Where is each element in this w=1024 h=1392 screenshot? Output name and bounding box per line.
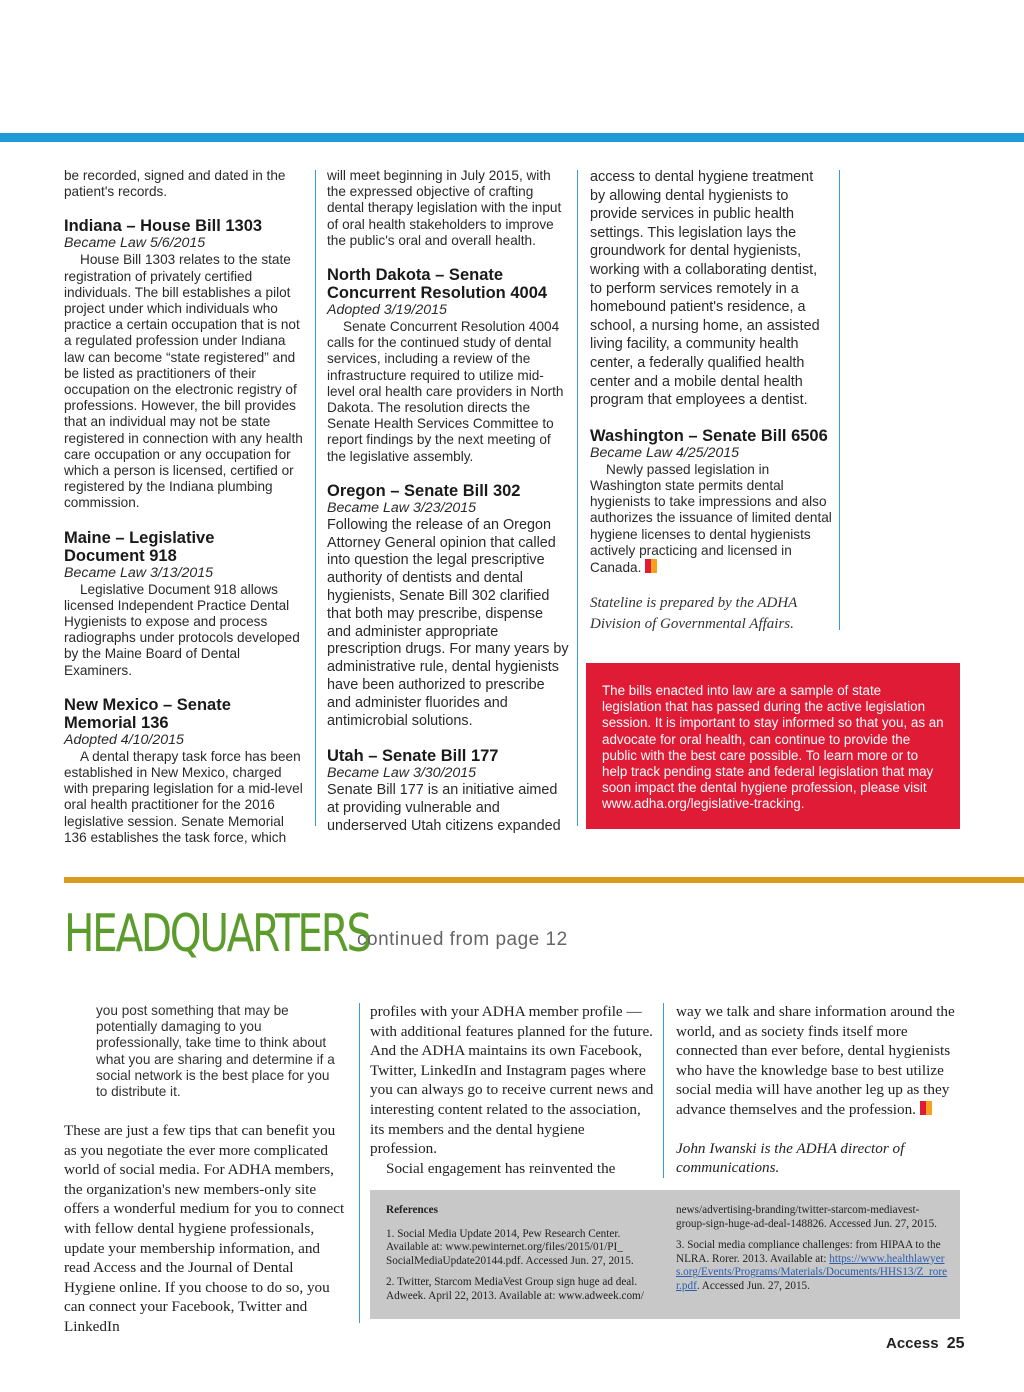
reference-2-continued: news/advertising-branding/twitter-starcom-mediavest-group-sign-huge-ad-deal-148826. Accessed Jun. 27, 2015.	[676, 1204, 937, 1230]
newmexico-heading: New Mexico – Senate Memorial 136	[64, 695, 231, 732]
oregon-body: Following the release of an Oregon Attorney General opinion that called into question the legal prescriptive authority of dentists and dental hygienists, Senate Bill 302 clarified that both may prescribe, dispense and administer appropriate prescription drugs. For many years by administrative rule, dental hygienists have been authorized to prescribe and administer fluorides and antimicrobial solutions.	[327, 516, 569, 729]
column-divider	[315, 170, 316, 826]
column-divider	[359, 1003, 360, 1323]
indiana-status: Became Law 5/6/2015	[64, 235, 206, 252]
continued-label: continued from page 12	[357, 929, 568, 950]
section-divider-bar	[64, 877, 1024, 883]
hq-column-1	[64, 1121, 348, 1337]
column-divider	[663, 1003, 664, 1178]
stateline-credit: Stateline is prepared by the ADHA Division of Governmental Affairs.	[590, 595, 798, 633]
column-divider	[839, 170, 840, 630]
northdakota-status: Adopted 3/19/2015	[327, 302, 447, 319]
end-mark-icon	[920, 1101, 932, 1115]
northdakota-heading: North Dakota – Senate Concurrent Resolution 4004	[327, 266, 548, 303]
col2-intro: will meet beginning in July 2015, with the expressed objective of crafting dental therapy legislation with the input of oral health stakeholders to improve the public's oral and overall health.	[327, 168, 562, 248]
hq-column-3	[676, 1002, 960, 1178]
hq-col2-text: profiles with your ADHA member profile — with additional features planned for the future. And the ADHA maintains its own Facebook, Twitter, LinkedIn and Instagram pages where you can always go to receive current news and interesting content related to the association, its members and the dental hygiene profession.	[370, 1003, 654, 1158]
indiana-body: House Bill 1303 relates to the state registration of privately certified individuals. The bill establishes a pilot project under which individuals who practice a certain occupation that is not a regulated profession under Indiana law can become “state registered” and be listed as practitioners of their occupation on the electronic registry of professions. However, the bill provides that an individual may not be state registered in connection with any health care occupation or any occupation for which a person is licensed, certified or registered by the Indiana plumbing commission.	[64, 252, 303, 511]
reference-3	[676, 1239, 948, 1293]
end-mark-icon	[645, 559, 657, 573]
page-number: 25	[946, 1335, 965, 1352]
hq-col1-text: These are just a few tips that can benefit you as you negotiate the ever more complicated world of social media. For ADHA members, the organization's new members-only site offers a wonderful medium for you to connect with fellow dental hygiene professionals, update your membership information, and read Access and the Journal of Dental Hygiene online. If you choose to do so, you can connect your Facebook, Twitter and LinkedIn	[64, 1122, 345, 1335]
maine-heading: Maine – Legislative Document 918	[64, 528, 215, 565]
oregon-heading: Oregon – Senate Bill 302	[327, 481, 521, 500]
column-divider	[577, 170, 578, 826]
maine-status: Became Law 3/13/2015	[64, 564, 214, 581]
publication-name: Access	[886, 1335, 939, 1352]
newmexico-status: Adopted 4/10/2015	[64, 731, 184, 748]
hq-col3-text: way we talk and share information around the world, and as society finds itself more connected than ever before, dental hygienists who have the knowledge base to best utilize social media will have another leg up as they advance themselves and the profession.	[676, 1003, 955, 1118]
maine-body: Legislative Document 918 allows licensed Independent Practice Dental Hygienists to expose and process radiographs under protocols developed by the Maine Board of Dental Examiners.	[64, 581, 300, 678]
reference-3-text: 3. Social media compliance challenges: from HIPAA to the NLRA. Rorer. 2013. Available at:	[676, 1239, 941, 1265]
indiana-heading: Indiana – House Bill 1303	[64, 217, 263, 236]
utah-heading: Utah – Senate Bill 177	[327, 747, 499, 766]
reference-3-accessed: . Accessed Jun. 27, 2015.	[696, 1279, 810, 1292]
col3-intro: access to dental hygiene treatment by allowing dental hygienists to provide services in public health settings. This legislation lays the groundwork for dental hygienists, working with a collaborating dentist, to perform services remotely in a homebound patient's residence, a school, a nursing home, an assisted living facility, a community health center, a federally qualified health center and a mobile dental health program that employees a dentist.	[590, 169, 820, 409]
washington-heading: Washington – Senate Bill 6506	[590, 426, 828, 445]
utah-body: Senate Bill 177 is an initiative aimed at providing vulnerable and underserved Utah citizens expanded	[327, 782, 561, 834]
callout-text: The bills enacted into law are a sample of state legislation that has passed during the active legislation session. It is important to stay informed so that you, as an advocate for oral health, can continue to provide the public with the best care possible. To learn more or to help track pending state and federal legislation that may soon impact the dental hygiene profession, please visit www.adha.org/legislative-tracking.	[602, 683, 944, 812]
reference-1: 1. Social Media Update 2014, Pew Research Center. Available at: www.pewinternet.org/files/2015/01/PI_ SocialMediaUpdate20144.pdf. Accessed Jun. 27, 2015.	[386, 1227, 634, 1267]
washington-body	[590, 462, 832, 576]
page-footer	[886, 1335, 965, 1353]
newmexico-body: A dental therapy task force has been established in New Mexico, charged with preparing legislation for a mid-level oral health practitioner for the 2016 legislative session. Senate Memorial 136 establishes the task force, which	[64, 748, 303, 845]
col1-intro: be recorded, signed and dated in the patient's records.	[64, 168, 286, 200]
utah-status: Became Law 3/30/2015	[327, 765, 477, 782]
hq-col2-text-continued: Social engagement has reinvented the	[386, 1159, 616, 1177]
hq-pull-text: you post something that may be potentially damaging to you professionally, take time to think about what you are sharing and determine if a social network is the best place for you to distribute it.	[96, 1003, 335, 1100]
washington-status: Became Law 4/25/2015	[590, 444, 740, 461]
reference-2: 2. Twitter, Starcom MediaVest Group sign huge ad deal. Adweek. April 22, 2013. Available at: www.adweek.com/	[386, 1276, 644, 1302]
washington-body-text: Newly passed legislation in Washington state permits dental hygienists to take impressions and also authorizes the issuance of limited dental hygiene licenses to dental hygienists actively practicing and licensed in Canada.	[590, 461, 832, 575]
oregon-status: Became Law 3/23/2015	[327, 499, 477, 516]
hq-col3-paragraph	[676, 1002, 960, 1120]
stateline-column-1	[64, 168, 306, 846]
references-box	[370, 1190, 960, 1319]
references-heading: References	[386, 1204, 438, 1216]
references-column-2	[676, 1204, 948, 1302]
headquarters-title: HEADQUARTERS	[64, 904, 370, 964]
stateline-column-2	[327, 168, 569, 836]
references-column-1	[386, 1204, 656, 1312]
northdakota-body: Senate Concurrent Resolution 4004 calls for the continued study of dental services, including a review of the infrastructure required to utilize mid-level oral health care providers in North Dakota. The resolution directs the Senate Health Services Committee to report findings by the next meeting of the legislative assembly.	[327, 319, 564, 464]
legislation-callout-box	[586, 663, 960, 829]
hq-author-credit: John Iwanski is the ADHA director of communications.	[676, 1139, 905, 1177]
reference-3-link[interactable]: https://www.healthlawyers.org/Events/Programs/Materials/Documents/HHS13/Z_rorer.pdf	[676, 1252, 948, 1292]
top-blue-bar	[0, 133, 1024, 142]
stateline-column-3	[590, 168, 832, 635]
hq-column-2	[370, 1002, 654, 1178]
